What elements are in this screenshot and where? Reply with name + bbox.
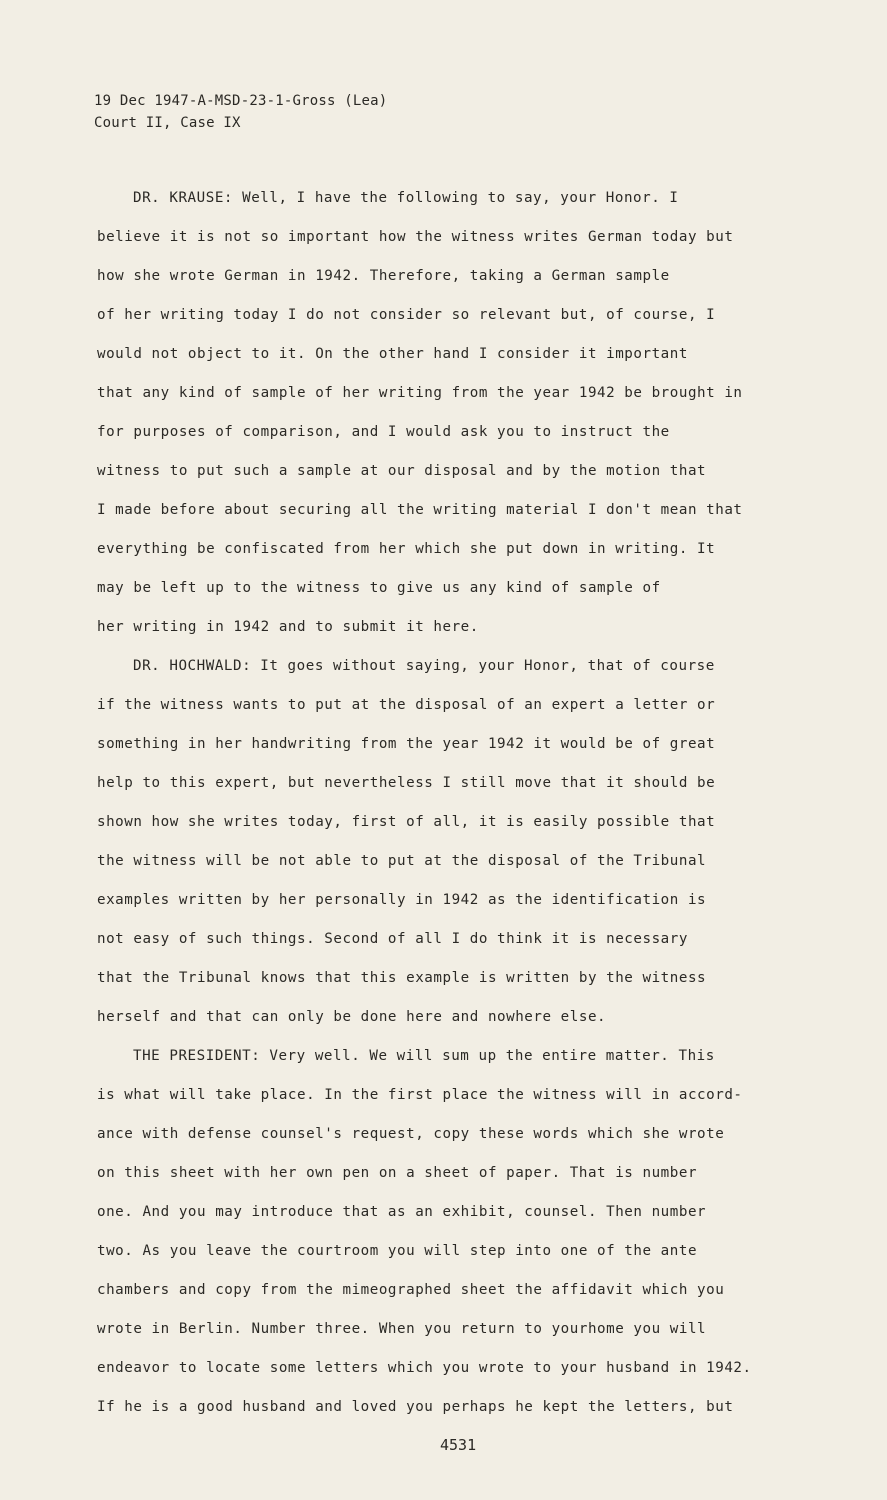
transcript-line: her writing in 1942 and to submit it here. [97, 619, 479, 635]
transcript-line: that any kind of sample of her writing from the year 1942 be brought in [97, 385, 743, 401]
transcript-line: would not object to it. On the other hand I consider it important [97, 346, 688, 362]
transcript-line: may be left up to the witness to give us any kind of sample of [97, 580, 661, 596]
transcript-line: not easy of such things. Second of all I do think it is necessary [97, 931, 688, 947]
transcript-line: witness to put such a sample at our disposal and by the motion that [97, 463, 707, 479]
transcript-line: herself and that can only be done here and nowhere else. [97, 1009, 607, 1025]
transcript-line: if the witness wants to put at the disposal of an expert a letter or [97, 697, 716, 713]
document-header [94, 90, 387, 134]
transcript-line: I made before about securing all the writing material I don't mean that [97, 502, 743, 518]
transcript-line: that the Tribunal knows that this example is written by the witness [97, 970, 707, 986]
transcript-line: on this sheet with her own pen on a sheet of paper. That is number [97, 1165, 698, 1181]
transcript-line: wrote in Berlin. Number three. When you return to yourhome you will [97, 1321, 707, 1337]
transcript-line: examples written by her personally in 1942 as the identification is [97, 892, 707, 908]
transcript-line: chambers and copy from the mimeographed sheet the affidavit which you [97, 1282, 725, 1298]
transcript-line: something in her handwriting from the year 1942 it would be of great [97, 736, 716, 752]
transcript-line: the witness will be not able to put at the disposal of the Tribunal [97, 853, 707, 869]
transcript-line: shown how she writes today, first of all, it is easily possible that [97, 814, 716, 830]
transcript-line: two. As you leave the courtroom you will step into one of the ante [97, 1243, 698, 1259]
transcript-line: DR. HOCHWALD: It goes without saying, your Honor, that of course [133, 658, 715, 674]
transcript-line: one. And you may introduce that as an exhibit, counsel. Then number [97, 1204, 707, 1220]
transcript-line: ance with defense counsel's request, copy these words which she wrote [97, 1126, 725, 1142]
transcript-line: everything be confiscated from her which she put down in writing. It [97, 541, 716, 557]
transcript-line: for purposes of comparison, and I would ask you to instruct the [97, 424, 670, 440]
transcript-line: of her writing today I do not consider so relevant but, of course, I [97, 307, 716, 323]
transcript-line: THE PRESIDENT: Very well. We will sum up the entire matter. This [133, 1048, 715, 1064]
page-number: 4531 [440, 1436, 477, 1454]
transcript-line: help to this expert, but nevertheless I still move that it should be [97, 775, 716, 791]
transcript-line: is what will take place. In the first place the witness will in accord- [97, 1087, 743, 1103]
transcript-line: If he is a good husband and loved you perhaps he kept the letters, but [97, 1399, 734, 1415]
header-court-line: Court II, Case IX [94, 115, 241, 131]
transcript-line: how she wrote German in 1942. Therefore, taking a German sample [97, 268, 670, 284]
transcript-line: endeavor to locate some letters which you wrote to your husband in 1942. [97, 1360, 752, 1376]
transcript-line: DR. KRAUSE: Well, I have the following to say, your Honor. I [133, 190, 679, 206]
transcript-body [97, 184, 797, 1432]
header-reference-line: 19 Dec 1947-A-MSD-23-1-Gross (Lea) [94, 93, 388, 109]
transcript-line: believe it is not so important how the witness writes German today but [97, 229, 734, 245]
